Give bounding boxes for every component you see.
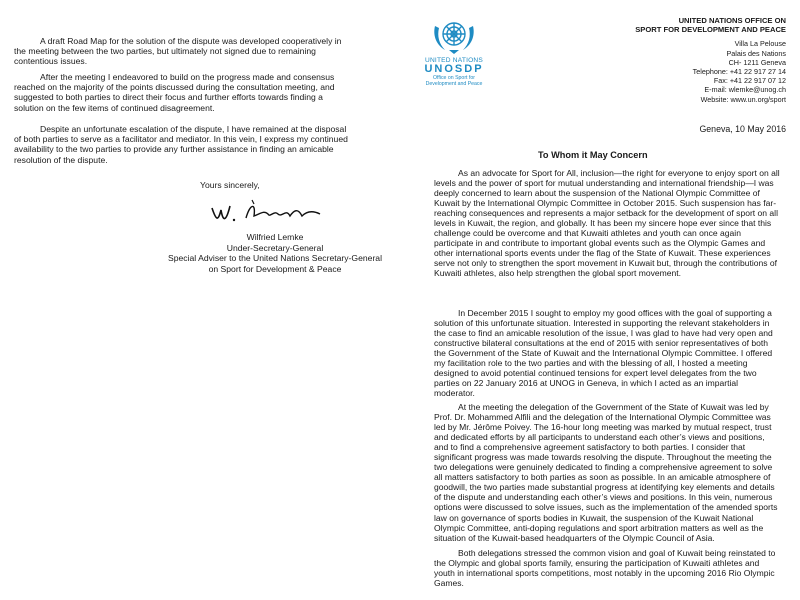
signer-role: Special Adviser to the United Nations Secretary-General [168, 253, 382, 264]
address-line: Villa La Pelouse [734, 39, 786, 49]
logo-acronym: UNOSDP [424, 63, 484, 75]
signer-block [150, 232, 400, 274]
paragraph-road-map: A draft Road Map for the solution of the dispute was developed cooperatively in the meeting between the two parties, but ultimately not signed due to remaining contentious issues. [14, 36, 342, 67]
signer-title: Under-Secretary-General [226, 242, 324, 253]
logo-org-text: UNITED NATIONS [425, 57, 483, 64]
letter-page-1 [400, 0, 800, 600]
email-line: E-mail: wlemke@unog.ch [704, 85, 786, 95]
website-line: Website: www.un.org/sport [700, 94, 786, 104]
telephone-line: Telephone: +41 22 917 27 14 [692, 67, 786, 77]
salutation-heading: To Whom it May Concern [538, 150, 648, 160]
paragraph-after-meeting: After the meeting I endeavored to build on the progress made and consensus reached on the majority of the points discussed during the consultation meeting, and suggested to both parties to direct their focus and further efforts towards finding a solution on the few items of continued disagreement. [14, 72, 335, 113]
signer-role-cont: on Sport for Development & Peace [208, 263, 342, 274]
signer-name: Wilfried Lemke [246, 232, 304, 242]
letter-date: Geneva, 10 May 2016 [699, 124, 786, 134]
letterhead-address [635, 16, 786, 104]
paragraph-meeting-details: At the meeting the delegation of the Government of the State of Kuwait was led by Prof. Dr. Mohammed Alfili and the delegation of the International Olympic Committee was led by Mr. Jérôme Poivey. The 16-hour long meeting was marked by mutual respect, trust and dedicated efforts by all participants to understand each other’s views and positions, and to find a comprehensive agreement satisfactory to both parties. I consider that significant progress was made towards resolving the dispute. Throughout the meeting the two delegations were genuinely dedicated to finding a comprehensive agreement to solve all matters satisfactory to both parties as soon as possible. In an amicable atmosphere of goodwill, the two parties made substantial progress at identifying key elements and details of the dispute and understanding each other’s views and positions. In this vein, numerous options were discussed to solve issues, such as the implementation of the amended sports law on governance of sports bodies in Kuwait, the suspension of the Kuwait National Olympic Committee, anti-doping regulations and sport arbitration matters as well as the situation of the Kuwait-based headquarters of the Olympic Council of Asia. [434, 402, 778, 543]
paragraph-good-offices: In December 2015 I sought to employ my good offices with the goal of supporting a solution of this unfortunate situation. Interested in supporting the relevant stakeholders in the case to find an amicable resolution of the issue, I was glad to have had very open and constructive bilateral consultations at the end of 2015 with senior representatives of both the Government of the State of Kuwait and the International Olympic Committee. I offered my facilitation role to the two parties and with the blessing of all, I hosted a meeting designed to avoid potential continued tensions for expert level delegates from the two parties on 22 January 2016 at UNOG in Geneva, in which I acted as an impartial moderator. [434, 308, 773, 399]
address-line: Palais des Nations [726, 48, 786, 58]
fax-line: Fax: +41 22 917 07 12 [713, 76, 786, 86]
un-emblem-icon [431, 16, 477, 56]
office-name: UNITED NATIONS OFFICE ON SPORT FOR DEVELOPMENT AND PEACE [635, 16, 786, 35]
logo-subtitle-2: Development and Peace [425, 81, 483, 87]
unosdp-logo [412, 16, 496, 87]
paragraph-escalation: Despite an unfortunate escalation of the dispute, I have remained at the disposal of both parties to serve as a facilitator and mediator. In this vein, I express my continued availability to the two parties to provide any further assistance in finding an amicable resolution of the dispute. [14, 124, 348, 165]
address-line: CH- 1211 Geneva [728, 57, 786, 67]
paragraph-advocate: As an advocate for Sport for All, inclusion—the right for everyone to enjoy sport on all levels and the power of sport for mutual understanding and international friendship—I was deeply concerned to learn about the suspension of the National Olympic Committee of Kuwait by the International Olympic Committee in October 2015. Such suspension has far-reaching consequences and represents a major setback for the development of sport on all levels in Kuwait, the region, and globally. It has been my sincere hope ever since that this challenge could be overcome and that Kuwaiti athletes and youth can once again participate in and contribute to important global events such as the Olympic Games and other international sports events under the flag of the State of Kuwait. These experiences serve not only to strengthen the sport movement in Kuwait but, through the contributions of Kuwaiti athletes, also help strengthen the global sport movement. [434, 168, 780, 279]
handwritten-signature [208, 196, 328, 228]
paragraph-both-delegations: Both delegations stressed the common vision and goal of Kuwait being reinstated to the Olympic and global sports family, ensuring the participation of Kuwaiti athletes and youth in international sports competitions, most notably in the upcoming 2016 Rio Olympic Games. [434, 548, 776, 589]
closing-text: Yours sincerely, [200, 180, 260, 190]
logo-subtitle: Office on Sport for [432, 75, 475, 81]
